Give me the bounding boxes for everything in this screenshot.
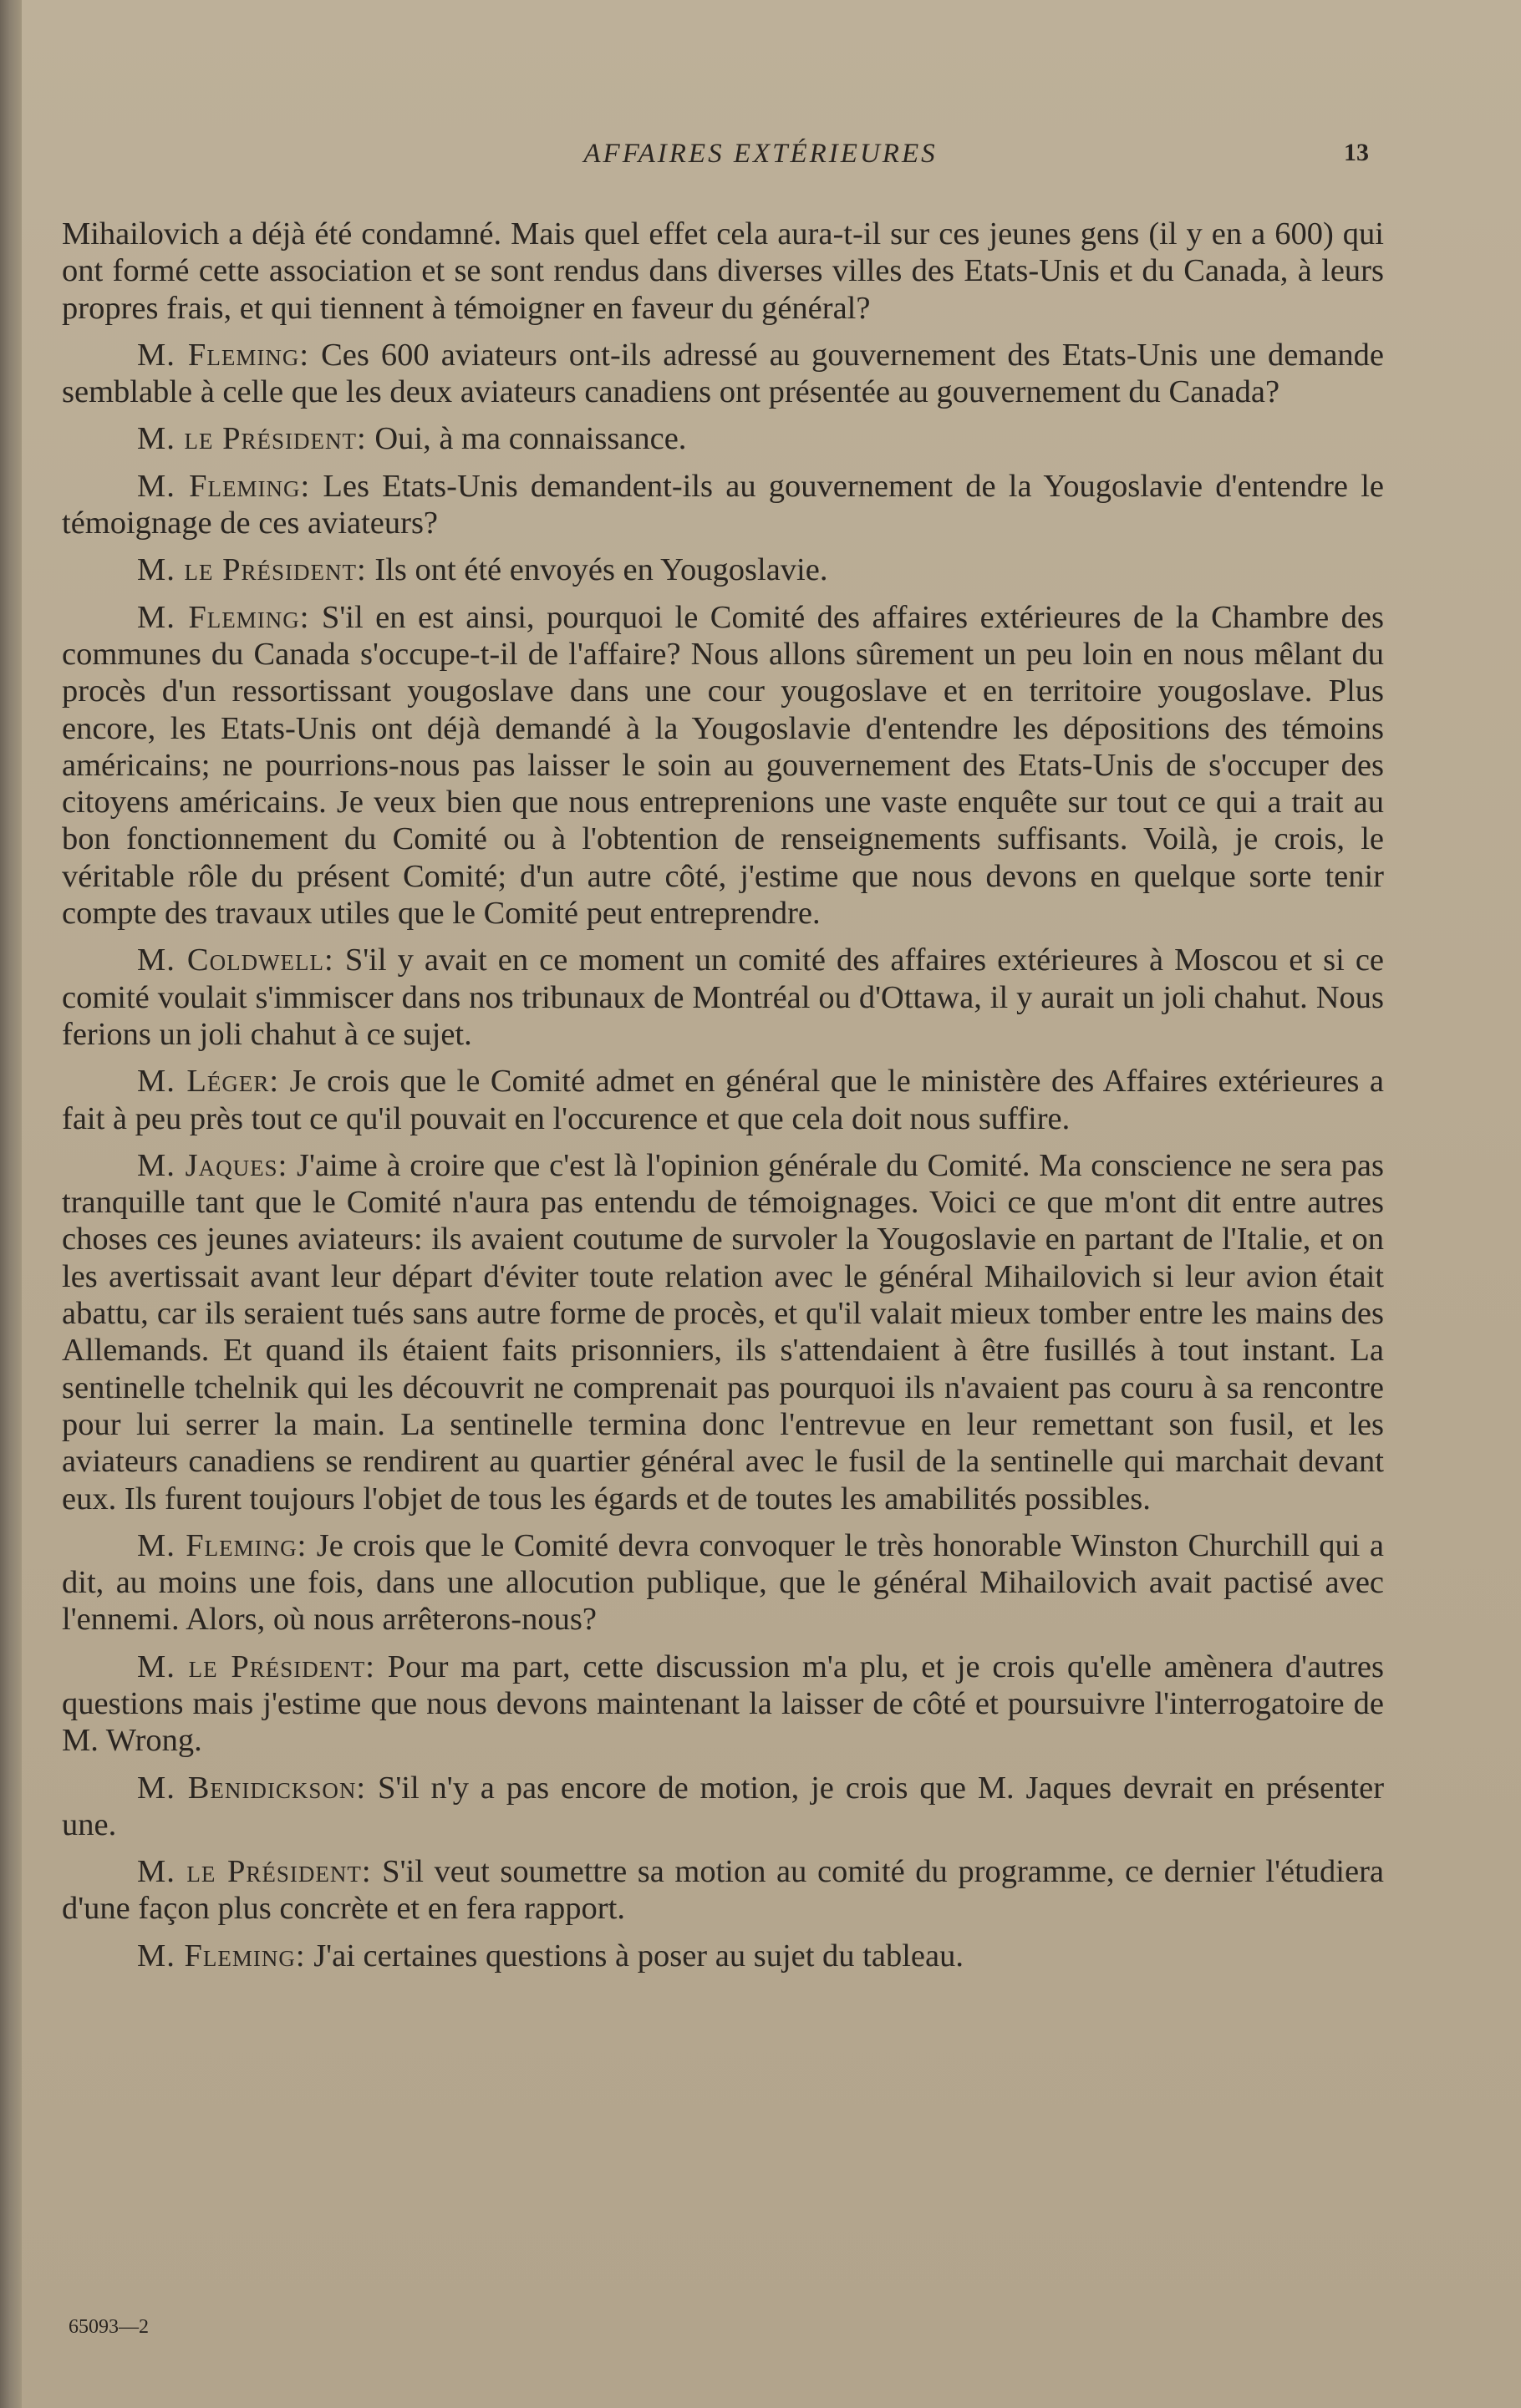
paragraph (62, 599, 1384, 932)
paragraph (62, 468, 1384, 542)
paragraph-text: Ces 600 aviateurs ont-ils adressé au gouvernement des Etats-Unis une demande semblable à celle que les deux aviateurs canadiens ont présentée au gouvernement du Canada? (62, 337, 1384, 410)
transcript-body (62, 216, 1384, 1984)
paragraph-text: Oui, à ma connaissance. (374, 421, 687, 457)
paragraph (62, 551, 1384, 588)
printer-signature: 65093—2 (69, 2316, 149, 2338)
paragraph (62, 337, 1384, 411)
speaker-name: M. Fleming: (137, 1527, 308, 1563)
page-header (0, 134, 1521, 175)
paragraph-text: Je crois que le Comité admet en général que le ministère des Affaires extérieures a fait à peu près tout ce qu'il pouvait en l'occurence et que cela doit nous suffire. (62, 1064, 1384, 1136)
speaker-name: M. Benidickson: (137, 1770, 367, 1806)
paragraph (62, 1770, 1384, 1844)
speaker-name: M. Léger: (137, 1064, 280, 1100)
speaker-name: M. le Président: (137, 552, 367, 588)
speaker-name: M. Fleming: (137, 599, 310, 635)
paragraph-text: Pour ma part, cette discussion m'a plu, et je crois qu'elle amènera d'autres questions mais j'estime que nous devons maintenant la laisser de côté et poursuivre l'interrogatoire de M. Wrong. (62, 1649, 1385, 1759)
paragraph (62, 1147, 1384, 1517)
paragraph-text: S'il en est ainsi, pourquoi le Comité des affaires extérieures de la Chambre des communes du Canada s'occupe-t-il de l'affaire? Nous allons sûrement un peu loin en nous mêlant du procès d'un ressortissant yougoslave dans une cour yougoslave et en territoire yougoslave. Plus encore, les Etats-Unis ont déjà demandé à la Yougoslavie d'entendre les dépositions des témoins américains; ne pourrions-nous pas laisser le soin au gouvernement des Etats-Unis de s'occuper des citoyens américains. Je veux bien que nous entreprenions une vaste enquête sur tout ce qui a trait au bon fonctionnement du Comité ou à l'obtention de renseignements suffisants. Voilà, je crois, le véritable rôle du présent Comité; d'un autre côté, j'estime que nous devons en quelque sorte tenir compte des travaux utiles que le Comité peut entreprendre. (62, 599, 1385, 932)
paragraph (62, 420, 1384, 457)
speaker-name: M. le Président: (137, 421, 367, 457)
paragraph (62, 1649, 1384, 1760)
running-title: AFFAIRES EXTÉRIEURES (583, 139, 938, 169)
speaker-name: M. Fleming: (137, 337, 310, 373)
speaker-name: M. le Président: (137, 1854, 372, 1890)
paragraph-text: Mihailovich a déjà été condamné. Mais quel effet cela aura-t-il sur ces jeunes gens (il y en a 600) qui ont formé cette association et se sont rendus dans diverses villes des Etats-Unis et du Canada, à leurs propres frais, et qui tiennent à témoigner en faveur du général? (62, 216, 1384, 326)
paragraph (62, 1063, 1384, 1137)
paragraph-text: Je crois que le Comité devra convoquer le très honorable Winston Churchill qui a dit, au moins une fois, dans une allocution publique, que le général Mihailovich avait pactisé avec l'ennemi. Alors, où nous arrêterons-nous? (62, 1527, 1385, 1638)
paragraph-text: J'aime à croire que c'est là l'opinion générale du Comité. Ma conscience ne sera pas tranquille tant que le Comité n'aura pas entendu de témoignages. Voici ce que m'ont dit entre autres choses ces jeunes aviateurs: ils avaient coutume de survoler la Yougoslavie en partant de l'Italie, et on les avertissait avant leur départ d'éviter toute relation avec le général Mihailovich si leur avion était abattu, car ils seraient tués sans autre forme de procès, et qu'il valait mieux tomber entre les mains des Allemands. Et quand ils étaient faits prisonniers, ils s'attendaient à être fusillés à tout instant. La sentinelle tchelnik qui les découvrit ne comprenait pas pourquoi ils n'avaient pas couru à sa rencontre pour lui serrer la main. La sentinelle termina donc l'entrevue en leur remettant son fusil, et les aviateurs canadiens se rendirent au quartier général avec le fusil de la sentinelle qui marchait devant eux. Ils furent toujours l'objet de tous les égards et de toutes les amabilités possibles. (62, 1147, 1384, 1516)
paragraph-text: S'il y avait en ce moment un comité des affaires extérieures à Moscou et si ce comité voulait s'immiscer dans nos tribunaux de Montréal ou d'Ottawa, il y aurait un joli chahut. Nous ferions un joli chahut à ce sujet. (62, 942, 1385, 1052)
paragraph (62, 942, 1384, 1053)
paragraph (62, 1938, 1384, 1974)
speaker-name: M. Fleming: (137, 1938, 306, 1974)
paragraph (62, 1853, 1384, 1928)
paragraph-text: Les Etats-Unis demandent-ils au gouvernement de la Yougoslavie d'entendre le témoignage de ces aviateurs? (62, 468, 1384, 541)
book-binding-edge (0, 0, 22, 2408)
speaker-name: M. Fleming: (137, 468, 311, 504)
paragraph-text: S'il veut soumettre sa motion au comité du programme, ce dernier l'étudiera d'une façon plus concrète et en fera rapport. (62, 1854, 1384, 1927)
paragraph (62, 216, 1384, 327)
speaker-name: M. Coldwell: (137, 942, 334, 978)
paragraph (62, 1527, 1384, 1638)
speaker-name: M. Jaques: (137, 1147, 288, 1183)
paragraph-text: S'il n'y a pas encore de motion, je crois que M. Jaques devrait en présenter une. (62, 1770, 1385, 1842)
speaker-name: M. le Président: (137, 1649, 375, 1684)
paragraph-text: J'ai certaines questions à poser au sujet du tableau. (313, 1938, 964, 1974)
page-number: 13 (1344, 139, 1369, 166)
paragraph-text: Ils ont été envoyés en Yougoslavie. (374, 552, 828, 588)
